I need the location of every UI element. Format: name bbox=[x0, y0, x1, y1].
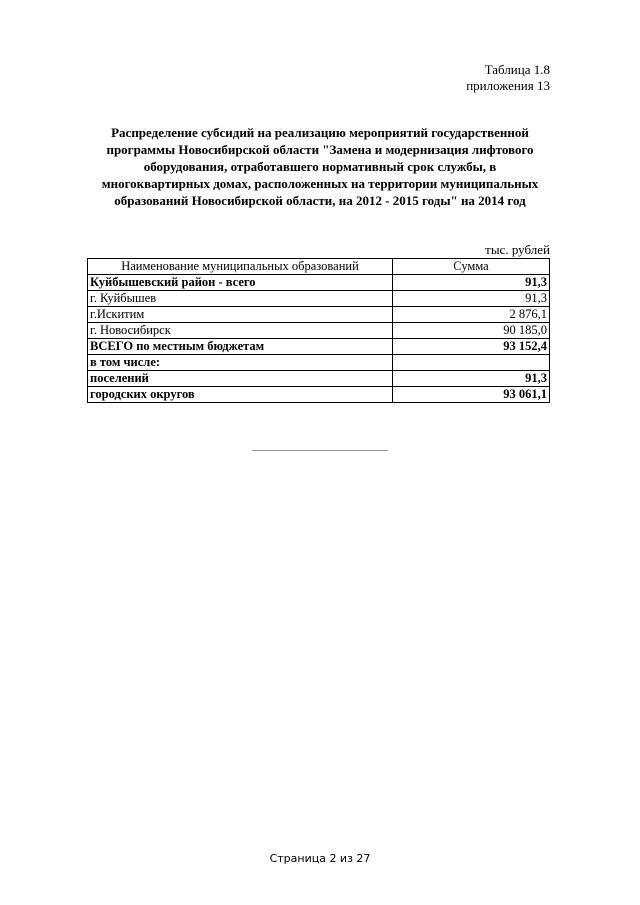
row-name: ВСЕГО по местным бюджетам bbox=[88, 339, 393, 355]
row-name: г. Новосибирск bbox=[88, 323, 393, 339]
row-name: Куйбышевский район - всего bbox=[88, 275, 393, 291]
row-value: 93 152,4 bbox=[393, 339, 550, 355]
row-value: 91,3 bbox=[393, 275, 550, 291]
title-line: многоквартирных домах, расположенных на территории муниципальных bbox=[101, 176, 539, 191]
appendix-number: приложения 13 bbox=[466, 78, 550, 93]
row-name: поселений bbox=[88, 371, 393, 387]
row-name: городских округов bbox=[88, 387, 393, 403]
table-row bbox=[88, 307, 550, 323]
page-number: Страница 2 из 27 bbox=[269, 852, 371, 865]
row-name: г.Искитим bbox=[88, 307, 393, 323]
title-line: программы Новосибирской области "Замена и модернизация лифтового bbox=[106, 142, 534, 157]
row-name: в том числе: bbox=[88, 355, 393, 371]
document-title bbox=[95, 124, 545, 209]
row-name: г. Куйбышев bbox=[88, 291, 393, 307]
row-value: 91,3 bbox=[393, 371, 550, 387]
row-value: 2 876,1 bbox=[393, 307, 550, 323]
column-header-sum: Сумма bbox=[393, 259, 550, 275]
table-number: Таблица 1.8 bbox=[484, 62, 550, 77]
table-row bbox=[88, 355, 550, 371]
row-value bbox=[393, 355, 550, 371]
row-value: 91,3 bbox=[393, 291, 550, 307]
table-row bbox=[88, 323, 550, 339]
column-header-name: Наименование муниципальных образований bbox=[88, 259, 393, 275]
title-line: Распределение субсидий на реализацию мероприятий государственной bbox=[111, 125, 529, 140]
table-row bbox=[88, 371, 550, 387]
table-reference bbox=[466, 62, 550, 94]
table-row bbox=[88, 275, 550, 291]
table-row bbox=[88, 387, 550, 403]
title-line: оборудования, отработавшего нормативный срок службы, в bbox=[143, 159, 497, 174]
subsidy-table bbox=[87, 258, 550, 403]
divider-line bbox=[252, 450, 388, 451]
table-row bbox=[88, 339, 550, 355]
table-header-row bbox=[88, 259, 550, 275]
row-value: 93 061,1 bbox=[393, 387, 550, 403]
row-value: 90 185,0 bbox=[393, 323, 550, 339]
units-label: тыс. рублей bbox=[485, 242, 550, 257]
title-line: образований Новосибирской области, на 2012 - 2015 годы" на 2014 год bbox=[114, 193, 526, 208]
table-row bbox=[88, 291, 550, 307]
